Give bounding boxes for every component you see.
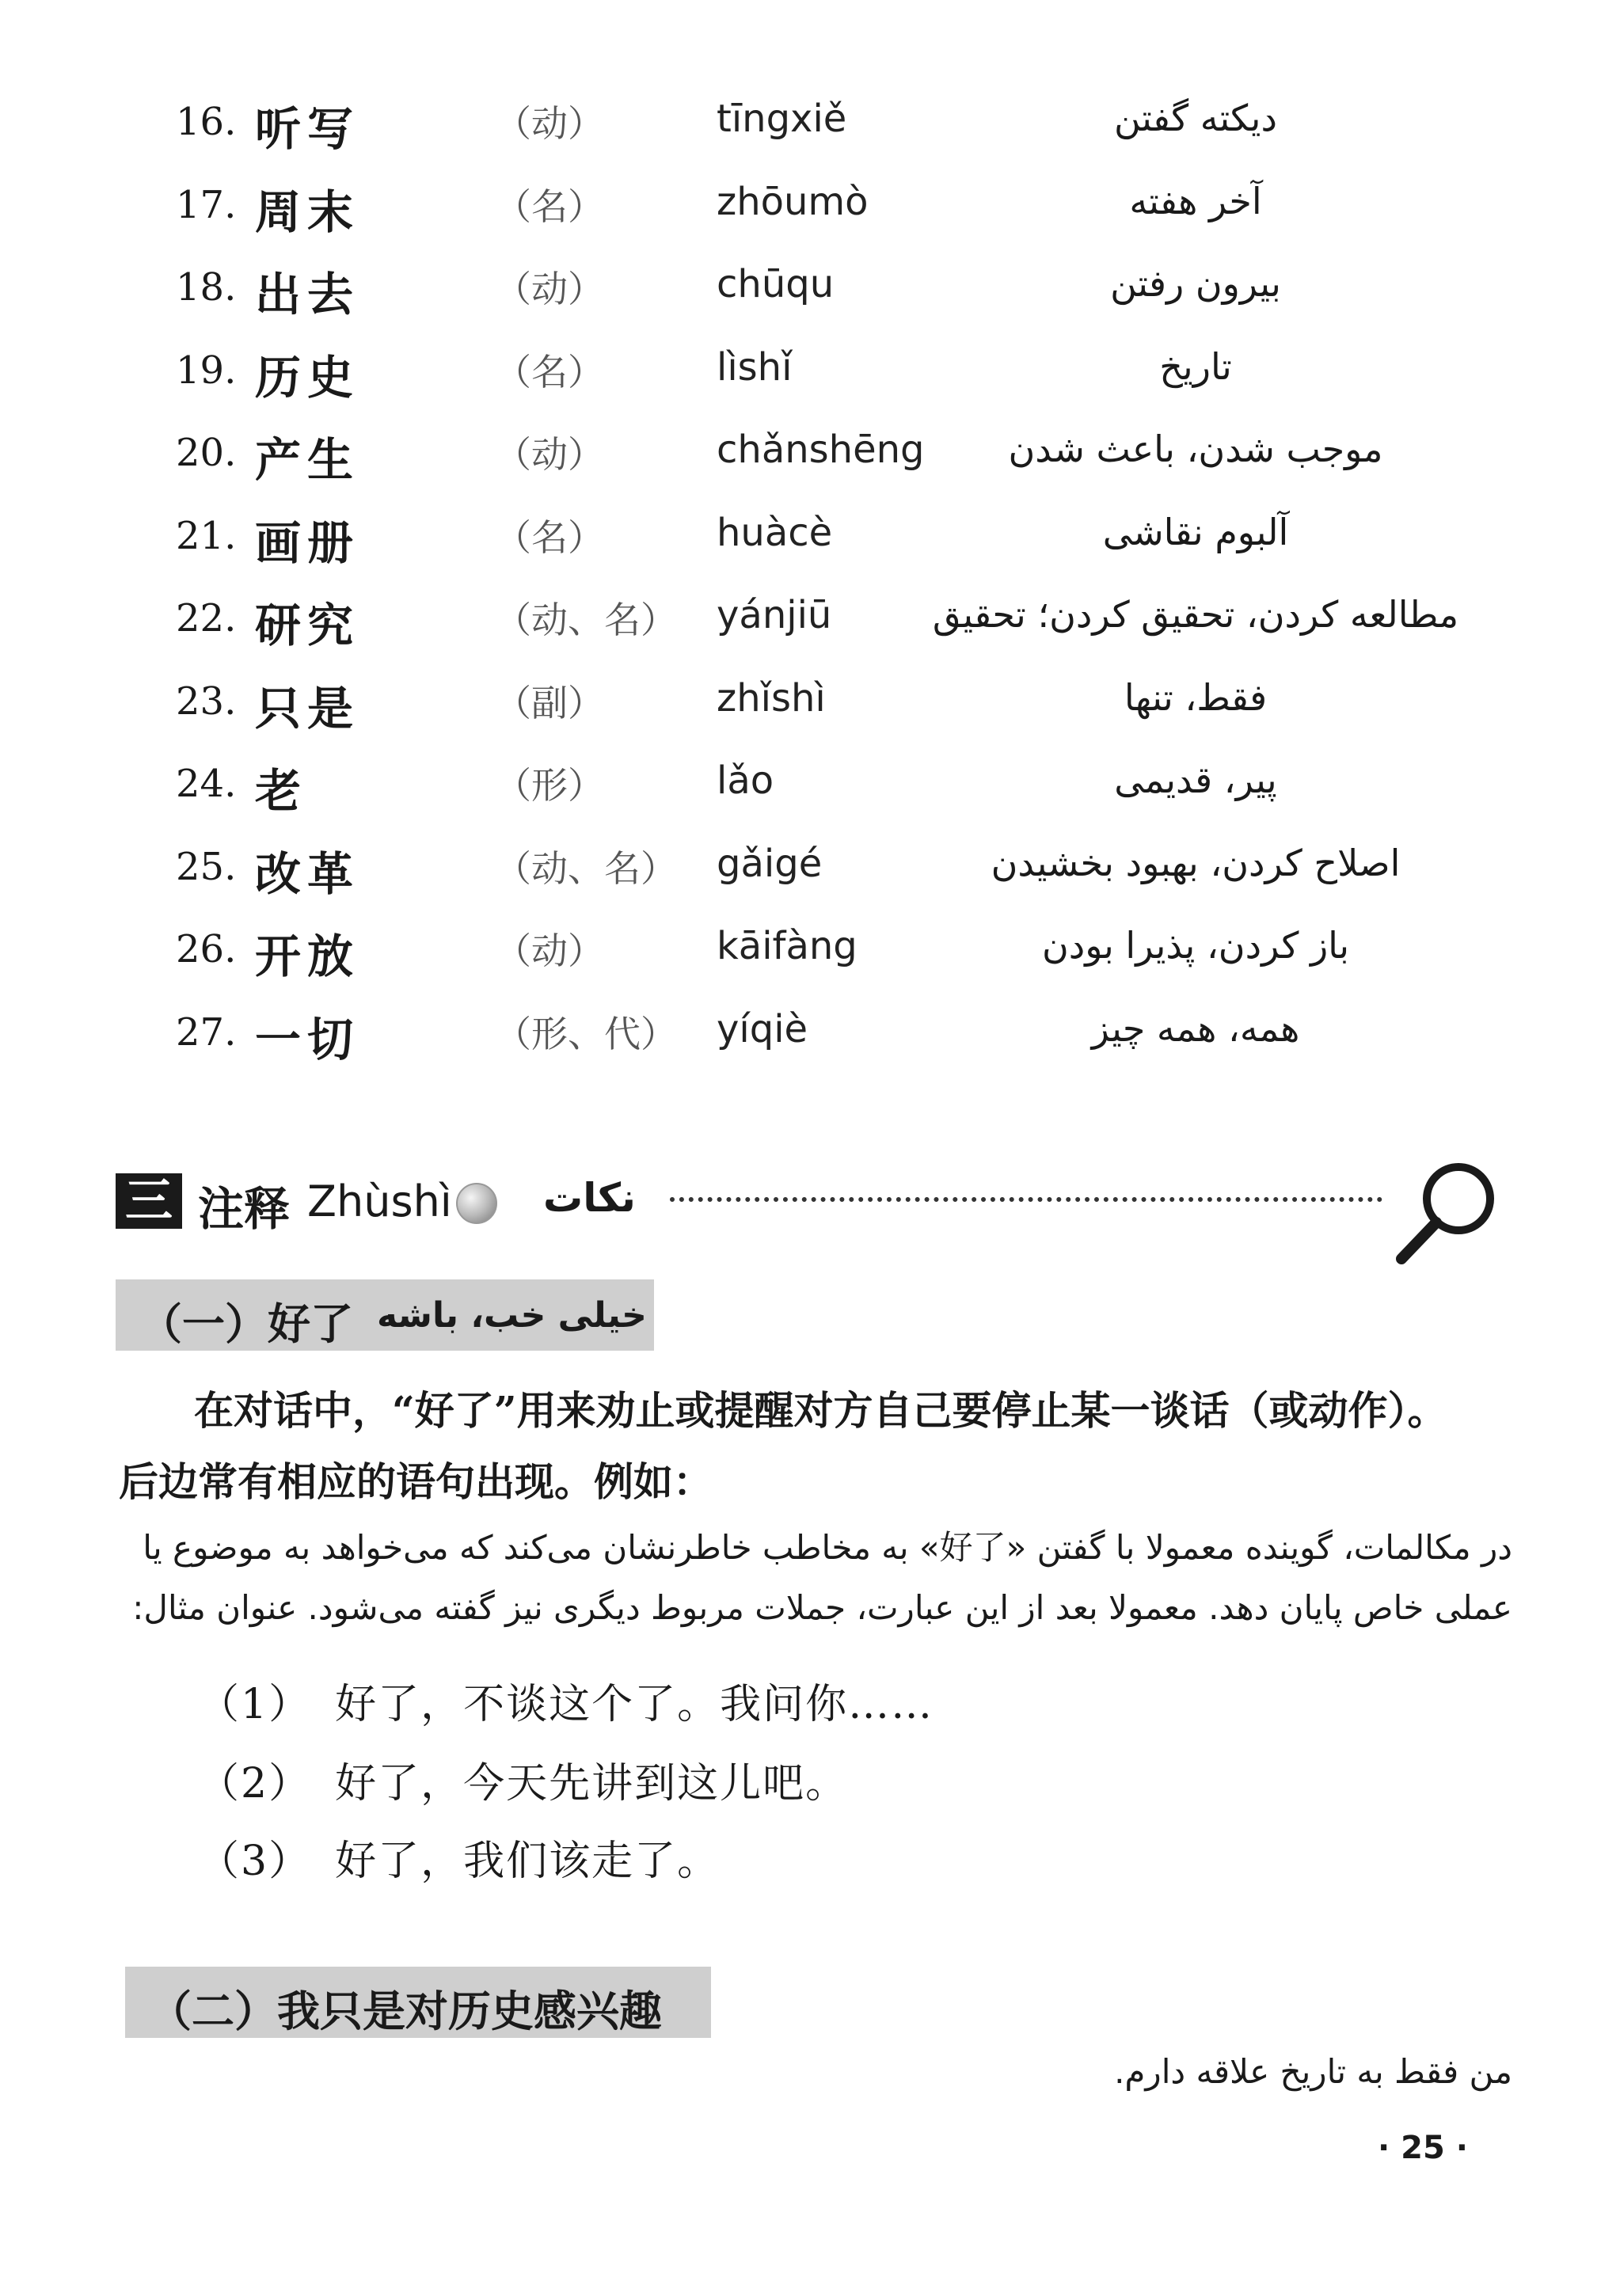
vocab-part-of-speech: （副） [495,681,604,724]
vocab-row [0,500,1620,579]
vocab-row [0,831,1620,910]
vocab-word: 研究 [255,599,360,652]
note1-heading [116,1279,654,1351]
vocab-word: 历史 [255,350,360,405]
vocab-row [0,169,1620,248]
vocab-number: 23. [176,679,237,724]
vocab-word: 周末 [255,184,360,239]
example-text: 好了，不谈这个了。我问你…… [335,1681,934,1728]
vocab-row [0,416,1620,496]
vocab-number: 19. [176,348,237,393]
vocab-number: 26. [176,927,237,971]
vocab-row [0,86,1620,165]
vocab-meaning: باز کردن، پذیرا بودن [1041,924,1350,967]
vocab-meaning: فقط، تنها [1124,675,1268,719]
vocab-row [0,251,1620,330]
vocab-part-of-speech: （动） [495,102,604,145]
page-number: · 25 · [1378,2130,1468,2166]
dotted-divider [670,1197,1382,1202]
vocab-meaning: همه، همه چیز [1091,1006,1300,1050]
vocab-meaning: دیکته گفتن [1114,97,1277,139]
vocab-word: 画册 [255,515,360,570]
example-label: （2） [198,1760,312,1808]
vocab-meaning: مطالعه کردن، تحقیق کردن؛ تحقیق [932,593,1459,636]
vocab-row [0,913,1620,992]
vocab-pinyin: tīngxiě [717,97,847,141]
vocab-part-of-speech: （形） [495,764,604,807]
vocab-pinyin: kāifàng [717,924,858,968]
vocab-pinyin: lǎo [717,758,774,803]
vocab-part-of-speech: （动） [495,268,604,310]
section-title-pinyin: Zhùshì [307,1177,452,1226]
vocab-pinyin: chǎnshēng [717,428,925,472]
vocab-row [0,996,1620,1075]
vocab-word: 只是 [255,681,360,736]
vocab-number: 16. [176,100,237,144]
vocab-meaning: اصلاح کردن، بهبود بخشیدن [991,841,1401,884]
example-2 [198,1750,848,1809]
vocab-number: 27. [176,1009,237,1055]
vocab-row [0,747,1620,827]
vocab-meaning: آلبوم نقاشی [1102,510,1289,553]
vocab-row [0,582,1620,661]
vocab-pinyin: chūqu [717,262,835,306]
note2-translation-fa: من فقط به تاریخ علاقه دارم. [1114,2052,1512,2091]
bullet-circle-icon [456,1183,497,1224]
section-header [116,1156,1509,1283]
vocab-part-of-speech: （动、名） [495,599,677,641]
vocab-row [0,334,1620,413]
vocab-pinyin: huàcè [717,510,833,555]
vocab-word: 改革 [255,846,360,901]
vocab-number: 25. [176,844,237,889]
section-number: 三 [116,1173,182,1229]
vocab-meaning: بیرون رفتن [1110,262,1281,305]
note1-paragraph-cn-line2: 后边常有相应的语句出现。例如： [119,1458,713,1505]
vocab-part-of-speech: （形、代） [495,1012,677,1055]
note1-heading-fa: خیلی خب، باشه [377,1295,647,1336]
section-title: 注释 [198,1182,291,1236]
vocab-word: 听写 [255,102,360,156]
vocab-part-of-speech: （动、名） [495,846,677,890]
vocab-word: 一切 [255,1012,360,1066]
vocab-number: 17. [176,182,237,227]
example-3 [198,1827,720,1887]
vocab-pinyin: yíqiè [717,1006,808,1051]
vocab-number: 21. [176,513,237,558]
vocab-word: 出去 [255,268,360,321]
note1-paragraph-fa-line1: در مکالمات، گوینده معمولا با گفتن «好了» به مخاطب خاطرنشان می‌کند که می‌خواهد به موضوع یا [143,1528,1512,1567]
vocab-part-of-speech: （名） [495,515,604,559]
vocab-word: 老 [255,764,308,818]
vocab-number: 24. [176,762,237,806]
vocab-part-of-speech: （名） [495,350,604,393]
example-label: （1） [198,1681,312,1728]
vocab-pinyin: yánjiū [717,593,832,637]
note1-heading-cn: （一）好了 [139,1298,353,1349]
vocab-number: 18. [176,265,237,310]
note2-heading [125,1967,711,2038]
vocab-pinyin: zhǐshì [717,675,826,720]
vocab-meaning: موجب شدن، باعث شدن [1008,428,1383,470]
section-title-persian: نکات [543,1175,636,1221]
vocab-part-of-speech: （名） [495,184,604,228]
vocab-part-of-speech: （动） [495,433,604,476]
vocab-meaning: آخر هفته [1129,179,1262,222]
vocab-word: 开放 [255,929,360,983]
example-label: （3） [198,1838,312,1885]
example-text: 好了，今天先讲到这儿吧。 [335,1760,849,1808]
vocab-pinyin: gǎigé [717,841,823,886]
example-1 [198,1671,934,1730]
magnifier-icon [1390,1156,1501,1267]
note1-paragraph-fa-line2: عملی خاص پایان دهد. معمولا بعد از این عبارت، جملات مربوط دیگری نیز گفته می‌شود. عنوان مثال: [132,1588,1512,1627]
vocab-row [0,665,1620,744]
vocab-meaning: پیر، قدیمی [1114,758,1277,801]
vocab-part-of-speech: （动） [495,929,604,972]
vocab-pinyin: lìshǐ [717,344,793,390]
vocab-pinyin: zhōumò [717,179,869,224]
note2-heading-cn: （二）我只是对历史感兴趣 [149,1986,662,2036]
note1-paragraph-cn-line1: 在对话中，“好了”用来劝止或提醒对方自己要停止某一谈话（或动作）。 [194,1387,1447,1434]
example-text: 好了，我们该走了。 [335,1838,721,1885]
vocab-number: 20. [176,431,237,475]
vocab-word: 产生 [255,433,360,487]
vocab-meaning: تاریخ [1159,344,1232,388]
vocab-number: 22. [176,596,237,641]
